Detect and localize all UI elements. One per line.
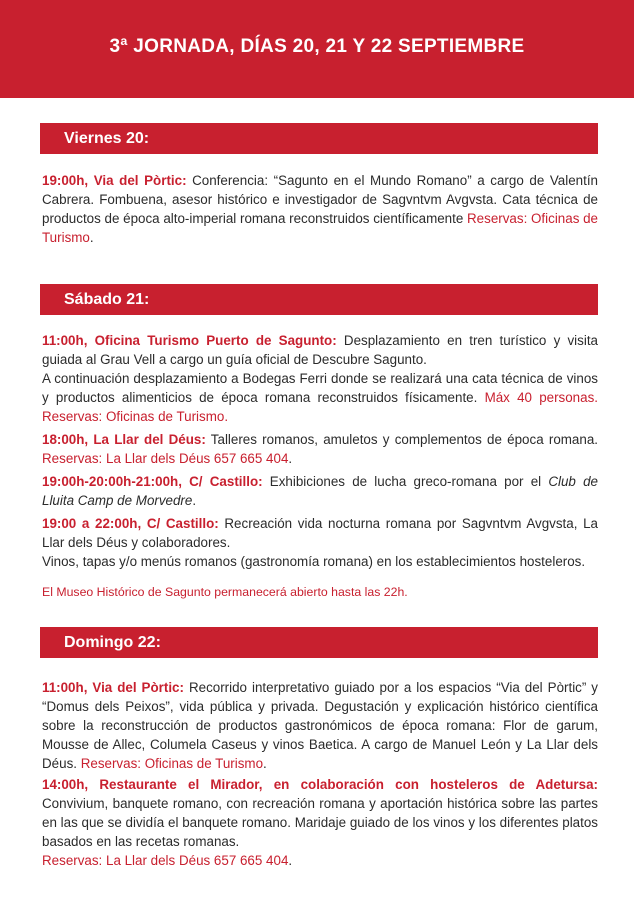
page-title: 3ª JORNADA, DÍAS 20, 21 Y 22 SEPTIEMBRE xyxy=(109,36,525,57)
punctuation: . xyxy=(89,230,94,245)
event-paragraph xyxy=(42,472,598,510)
event-time-place: 19:00h-20:00h-21:00h, C/ Castillo: xyxy=(42,474,263,489)
event-time-place: 19:00 a 22:00h, C/ Castillo: xyxy=(42,516,219,531)
event-description: Recorrido interpretativo guiado por a los espacios “Via del Pòrtic” y “Domus dels Peixos”, vida pública y privada. Degustación y explicación histórico científica sobre la reconstrucción de productos gastronómicos de época romana: Flor de garum, Mousse de Allec, Columela Caseus y vinos Baetica. A cargo de Manuel León y La Llar dels Déus. xyxy=(42,680,598,771)
event-description: Exhibiciones de lucha greco-romana por el xyxy=(262,474,549,489)
punctuation: . xyxy=(288,451,293,466)
punctuation: . xyxy=(288,853,293,868)
day-header-sunday xyxy=(40,627,598,658)
event-paragraph xyxy=(42,678,598,773)
reservation-text: Reservas: Oficinas de Turismo xyxy=(42,211,598,245)
event-paragraph xyxy=(42,331,598,369)
title-banner xyxy=(0,0,634,98)
event-paragraph xyxy=(42,171,598,247)
event-paragraph xyxy=(42,851,598,870)
reservation-text: Máx 40 personas. Reservas: Oficinas de Turismo. xyxy=(42,390,598,424)
event-description: Desplazamiento en tren turístico y visita guiada al Grau Vell a cargo un guía oficial de Descubre Sagunto. xyxy=(42,333,598,367)
punctuation: . xyxy=(263,756,267,771)
punctuation: . xyxy=(192,493,197,508)
event-time-place: 11:00h, Via del Pòrtic: xyxy=(42,680,184,695)
event-description: A continuación desplazamiento a Bodegas Ferri donde se realizará una cata técnica de vinos y productos alimenticios de época romana reconstruidos físicamente. xyxy=(42,371,598,405)
event-description: Convivium, banquete romano, con recreación romana y aportación histórica sobre las partes en las que se dividía el banquete romano. Maridaje guiado de los vinos y los diferentes platos basados en las recetas romanas. xyxy=(42,796,598,849)
event-paragraph xyxy=(42,552,598,571)
event-paragraph xyxy=(42,514,598,552)
friday-events xyxy=(42,171,598,247)
sunday-events xyxy=(42,678,598,870)
event-paragraph xyxy=(42,369,598,426)
event-description: Vinos, tapas y/o menús romanos (gastronomía romana) en los establecimientos hosteleros. xyxy=(42,554,586,569)
museum-note: El Museo Histórico de Sagunto permanecerá abierto hasta las 22h. xyxy=(42,585,408,599)
reservation-text: Reservas: La Llar dels Déus 657 665 404 xyxy=(42,451,289,466)
event-paragraph xyxy=(42,775,598,851)
reservation-text: Reservas: La Llar dels Déus 657 665 404 xyxy=(42,853,289,868)
day-header-friday xyxy=(40,123,598,154)
reservation-text: Reservas: Oficinas de Turismo xyxy=(80,756,264,771)
event-time-place: 11:00h, Oficina Turismo Puerto de Sagunto: xyxy=(42,333,337,348)
event-time-place: 18:00h, La Llar del Déus: xyxy=(42,432,206,447)
day-header-saturday xyxy=(40,284,598,315)
event-description: Talleres romanos, amuletos y complementos de época romana. xyxy=(205,432,598,447)
day-heading: Domingo 22: xyxy=(64,633,161,651)
event-time-place: 19:00h, Via del Pòrtic: xyxy=(42,173,187,188)
event-description: Recreación vida nocturna romana por Sagvntvm Avgvsta, La Llar dels Déus y colaboradores. xyxy=(42,516,598,550)
day-heading: Viernes 20: xyxy=(64,129,150,147)
day-heading: Sábado 21: xyxy=(64,290,150,308)
event-time-place: 14:00h, Restaurante el Mirador, en colaboración con hosteleros de Adetursa: xyxy=(42,777,598,792)
club-name: Club de Lluita Camp de Morvedre xyxy=(42,474,598,508)
event-paragraph xyxy=(42,430,598,468)
event-description: Conferencia: “Sagunto en el Mundo Romano” a cargo de Valentín Cabrera. Fombuena, asesor histórico e investigador de Sagvntvm Avgvsta. Cata técnica de productos de época alto-imperial romana reconstruidos científicamente xyxy=(42,173,598,226)
saturday-events xyxy=(42,331,598,602)
